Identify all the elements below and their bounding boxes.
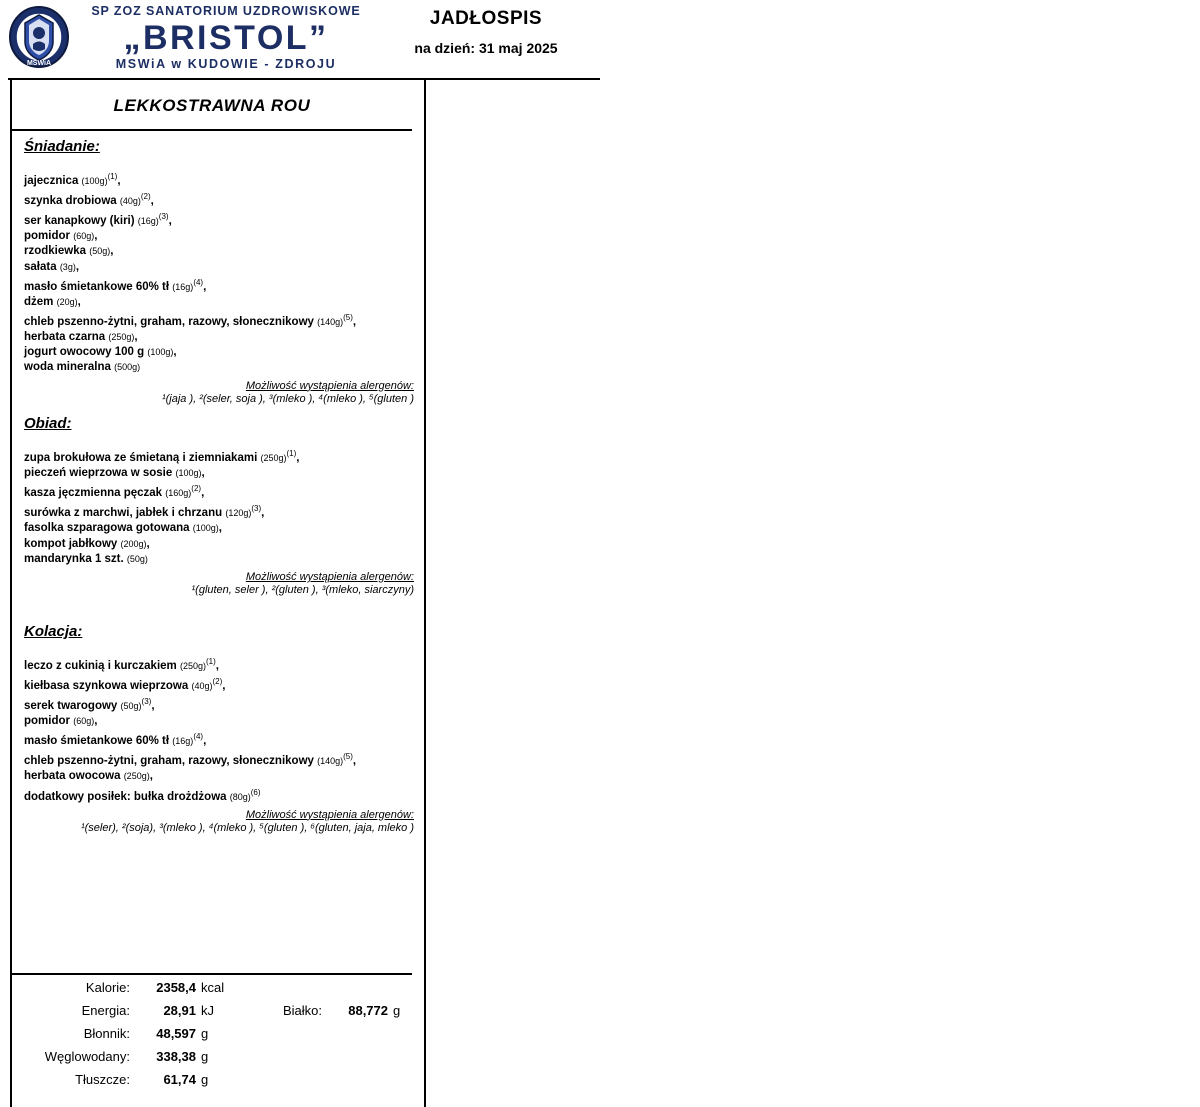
- dish-quantity: (250g): [260, 452, 287, 463]
- dish-item: [24, 481, 414, 501]
- dish-allergen-ref: (4): [193, 277, 204, 287]
- nutrition-totals: [12, 980, 412, 1095]
- dish-allergen-ref: (1): [205, 657, 216, 666]
- dish-quantity: (20g): [56, 296, 78, 307]
- header-divider: [8, 78, 600, 80]
- dish-item: [24, 229, 414, 244]
- dish-quantity: (16g): [172, 281, 194, 292]
- totals-unit: kcal: [201, 980, 225, 995]
- dish-name: masło śmietankowe 60% tł: [24, 280, 173, 293]
- meal-section-breakfast: [24, 138, 414, 405]
- meal-title: Śniadanie:: [24, 138, 100, 155]
- dish-list: [24, 446, 414, 567]
- dish-item: [24, 749, 414, 769]
- brand-block: [76, 4, 376, 72]
- brand-name: „BRISTOL”: [123, 19, 329, 57]
- dish-quantity: (16g): [137, 215, 159, 226]
- dish-name: dodatkowy posiłek: bułka drożdżowa: [24, 790, 230, 803]
- dish-name: woda mineralna: [24, 361, 115, 374]
- dish-quantity: (40g): [191, 680, 213, 691]
- totals-divider: [12, 973, 412, 975]
- dish-separator: ,: [173, 346, 177, 359]
- dish-separator: ,: [168, 214, 172, 227]
- dish-item: [24, 552, 414, 567]
- svg-text:MSWiA: MSWiA: [26, 60, 52, 67]
- dish-separator: ,: [296, 451, 300, 464]
- dish-item: [24, 674, 414, 694]
- mswia-emblem-icon: [8, 6, 70, 68]
- totals-row: [12, 1026, 412, 1049]
- dish-item: [24, 654, 414, 674]
- dish-quantity: (50g): [126, 553, 148, 564]
- dish-name: herbata czarna: [24, 330, 109, 343]
- dish-quantity: (200g): [120, 538, 147, 549]
- dish-item: [24, 275, 414, 295]
- totals-label: Energia:: [81, 1003, 130, 1018]
- dish-separator: ,: [77, 295, 81, 308]
- totals-value: 48,597: [156, 1026, 196, 1041]
- diet-divider: [12, 129, 412, 131]
- dish-item: [24, 244, 414, 259]
- dish-item: [24, 501, 414, 521]
- dish-quantity: (100g): [81, 175, 108, 186]
- dish-separator: ,: [117, 174, 121, 187]
- dish-quantity: (60g): [73, 231, 95, 242]
- dish-name: chleb pszenno-żytni, graham, razowy, słonecznikowy: [24, 315, 318, 328]
- dish-quantity: (250g): [108, 331, 135, 342]
- dish-quantity: (3g): [59, 261, 76, 272]
- dish-name: mandarynka 1 szt.: [24, 552, 127, 565]
- dish-allergen-ref: (2): [140, 192, 151, 202]
- dish-item: [24, 310, 414, 330]
- dish-separator: ,: [261, 507, 265, 520]
- dish-list: [24, 169, 414, 376]
- dish-name: masło śmietankowe 60% tł: [24, 735, 173, 748]
- dish-quantity: (100g): [147, 347, 174, 358]
- dish-quantity: (80g): [229, 791, 251, 802]
- dish-item: [24, 260, 414, 275]
- dish-item: [24, 537, 414, 552]
- totals-label: Tłuszcze:: [75, 1072, 130, 1087]
- dish-name: leczo z cukinią i kurczakiem: [24, 659, 180, 672]
- dish-name: rzodkiewka: [24, 245, 90, 258]
- dish-quantity: (100g): [192, 523, 219, 534]
- dish-name: szynka drobiowa: [24, 194, 120, 207]
- dish-item: [24, 769, 414, 784]
- dish-separator: ,: [222, 679, 226, 692]
- dish-allergen-ref: (6): [250, 787, 261, 797]
- dish-allergen-ref: (5): [343, 752, 353, 762]
- dish-item: [24, 295, 414, 310]
- totals-value: 28,91: [163, 1003, 196, 1018]
- dish-separator: ,: [146, 537, 150, 550]
- title-block: [376, 8, 596, 56]
- dish-separator: ,: [215, 659, 219, 672]
- dish-quantity: (160g): [165, 488, 192, 499]
- dish-quantity: (120g): [225, 508, 252, 519]
- dish-item: [24, 209, 414, 229]
- dish-item: [24, 360, 414, 375]
- dish-quantity: (500g): [114, 362, 141, 373]
- dish-allergen-ref: (1): [286, 449, 297, 458]
- dish-separator: ,: [201, 487, 205, 500]
- dish-allergen-ref: (2): [212, 677, 223, 687]
- totals-row: [12, 1072, 412, 1095]
- dish-item: [24, 345, 414, 360]
- dish-separator: ,: [201, 467, 205, 480]
- meal-section-lunch: [24, 415, 414, 596]
- dish-allergen-ref: (4): [193, 732, 204, 742]
- dish-quantity: (250g): [179, 660, 206, 671]
- left-border: [10, 78, 12, 1107]
- allergen-list: ¹(jaja ), ²(seler, soja ), ³(mleko ), ⁴(mleko ), ⁵(gluten ): [161, 392, 414, 405]
- allergen-list: ¹(gluten, seler ), ²(gluten ), ³(mleko, siarczyny): [191, 583, 414, 596]
- totals-unit-secondary: g: [393, 1003, 401, 1018]
- document-date: na dzień: 31 maj 2025: [414, 40, 558, 56]
- dish-item: [24, 466, 414, 481]
- dish-item: [24, 169, 414, 189]
- dish-name: dżem: [24, 295, 57, 308]
- totals-unit: g: [201, 1072, 209, 1087]
- dish-name: pieczeń wieprzowa w sosie: [24, 467, 176, 480]
- totals-label: Kalorie:: [85, 980, 130, 995]
- dish-quantity: (140g): [317, 316, 344, 327]
- diet-name: LEKKOSTRAWNA ROU: [113, 96, 311, 115]
- allergen-heading: Możliwość wystąpienia alergenów:: [245, 808, 414, 821]
- dish-item: [24, 446, 414, 466]
- allergen-heading: Możliwość wystąpienia alergenów:: [245, 379, 414, 392]
- dish-list: [24, 654, 414, 805]
- dish-name: kasza jęczmienna pęczak: [24, 487, 166, 500]
- document-header: [0, 0, 600, 78]
- dish-separator: ,: [218, 522, 222, 535]
- dish-quantity: (140g): [317, 756, 344, 767]
- dish-quantity: (40g): [119, 195, 141, 206]
- totals-label: Błonnik:: [83, 1026, 130, 1041]
- dish-name: kiełbasa szynkowa wieprzowa: [24, 679, 192, 692]
- totals-label-secondary: Białko:: [282, 1003, 322, 1018]
- dish-item: [24, 330, 414, 345]
- dish-name: ser kanapkowy (kiri): [24, 214, 138, 227]
- dish-quantity: (50g): [120, 700, 142, 711]
- dish-allergen-ref: (5): [343, 312, 353, 322]
- dish-separator: ,: [150, 194, 154, 207]
- dish-quantity: (250g): [123, 771, 150, 782]
- dish-separator: ,: [203, 280, 207, 293]
- dish-item: [24, 694, 414, 714]
- brand-top-line: SP ZOZ SANATORIUM UZDROWISKOWE: [91, 4, 361, 18]
- allergen-list: ¹(seler), ²(soja), ³(mleko ), ⁴(mleko ), ⁵(gluten ), ⁶(gluten, jaja, mleko ): [80, 821, 414, 834]
- totals-row: [12, 1003, 412, 1026]
- totals-value: 61,74: [163, 1072, 196, 1087]
- dish-separator: ,: [94, 715, 98, 728]
- totals-unit: g: [201, 1026, 209, 1041]
- dish-name: jogurt owocowy 100 g: [24, 346, 148, 359]
- dish-item: [24, 521, 414, 536]
- dish-name: surówka z marchwi, jabłek i chrzanu: [24, 507, 226, 520]
- dish-separator: ,: [149, 770, 153, 783]
- dish-separator: ,: [134, 330, 138, 343]
- dish-quantity: (100g): [175, 468, 202, 479]
- dish-allergen-ref: (3): [251, 504, 262, 514]
- dish-name: chleb pszenno-żytni, graham, razowy, słonecznikowy: [24, 755, 318, 768]
- dish-separator: ,: [94, 230, 98, 243]
- dish-allergen-ref: (3): [158, 212, 169, 222]
- dish-allergen-ref: (3): [141, 697, 152, 707]
- dish-separator: ,: [110, 245, 114, 258]
- totals-row: [12, 1049, 412, 1072]
- totals-label: Węglowodany:: [44, 1049, 130, 1064]
- dish-name: fasolka szparagowa gotowana: [24, 522, 193, 535]
- dish-name: serek twarogowy: [24, 699, 121, 712]
- dish-separator: ,: [151, 699, 155, 712]
- dish-separator: ,: [352, 315, 357, 328]
- totals-unit: g: [201, 1049, 209, 1064]
- dish-item: [24, 714, 414, 729]
- totals-value-secondary: 88,772: [348, 1003, 388, 1018]
- totals-value: 338,38: [156, 1049, 196, 1064]
- dish-quantity: (16g): [172, 736, 194, 747]
- dish-name: jajecznica: [24, 174, 82, 187]
- column-divider: [424, 78, 426, 1107]
- meal-title: Kolacja:: [24, 623, 83, 640]
- dish-quantity: (50g): [89, 246, 111, 257]
- totals-value: 2358,4: [156, 980, 196, 995]
- dish-allergen-ref: (2): [191, 484, 202, 494]
- dish-quantity: (60g): [73, 716, 95, 727]
- meal-section-supper: [24, 623, 414, 834]
- dish-separator: ,: [203, 735, 207, 748]
- meal-title: Obiad:: [24, 415, 72, 432]
- dish-allergen-ref: (1): [107, 172, 118, 181]
- dish-separator: ,: [352, 755, 357, 768]
- dish-name: herbata owocowa: [24, 770, 124, 783]
- totals-unit: kJ: [201, 1003, 214, 1018]
- dish-item: [24, 729, 414, 749]
- dish-name: kompot jabłkowy: [24, 537, 121, 550]
- allergen-heading: Możliwość wystąpienia alergenów:: [245, 570, 414, 583]
- dish-name: sałata: [24, 260, 60, 273]
- dish-item: [24, 189, 414, 209]
- brand-bottom-line: MSWiA w KUDOWIE - ZDROJU: [115, 57, 337, 71]
- totals-row: [12, 980, 412, 1003]
- dish-separator: ,: [75, 260, 80, 273]
- dish-name: pomidor: [24, 230, 74, 243]
- page-title: JADŁOSPIS: [429, 8, 543, 29]
- dish-name: pomidor: [24, 715, 74, 728]
- dish-name: zupa brokułowa ze śmietaną i ziemniakami: [24, 451, 261, 464]
- dish-item: [24, 785, 414, 805]
